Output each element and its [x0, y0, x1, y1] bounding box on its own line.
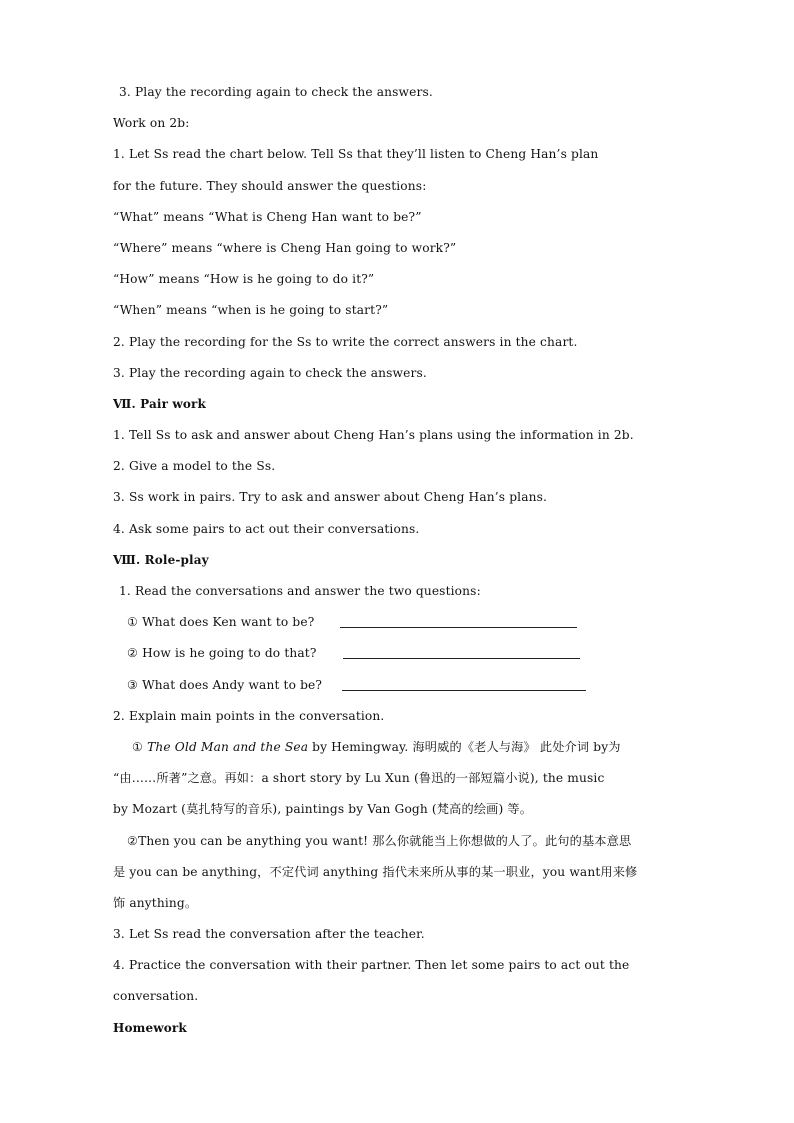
section-label: Work on 2b: — [113, 116, 190, 131]
question-text: ③ What does Andy want to be? — [127, 677, 323, 692]
section-heading-role-play: Ⅷ. Role-play — [113, 552, 209, 567]
explanation-number: ① — [132, 739, 148, 754]
explanation-line: 是 you can be anything，不定代词 anything 指代未来所从事的某一职业，you want用来修 — [113, 864, 638, 879]
question-text: “When” means “when is he going to start?” — [113, 303, 389, 318]
question-text: ① What does Ken want to be? — [127, 615, 315, 630]
explanation-line: ②Then you can be anything you want! 那么你就能当上你想做的人了。此句的基本意思 — [127, 833, 632, 848]
explanation-line — [113, 735, 683, 766]
step-text: 4. Practice the conversation with their partner. Then let some pairs to act out the — [113, 958, 630, 973]
step-text: 3. Let Ss read the conversation after the teacher. — [113, 927, 425, 942]
section-heading-homework: Homework — [113, 1020, 187, 1035]
explanation-line: 饰 anything。 — [113, 895, 198, 910]
answer-blank[interactable] — [343, 644, 580, 659]
step-text: for the future. They should answer the questions: — [113, 178, 427, 193]
question-row — [113, 641, 683, 672]
question-text: “How” means “How is he going to do it?” — [113, 272, 375, 287]
step-text: 3. Ss work in pairs. Try to ask and answer about Cheng Han’s plans. — [113, 490, 548, 505]
question-text: “Where” means “where is Cheng Han going to work?” — [113, 240, 457, 255]
section-heading-pair-work: Ⅶ. Pair work — [113, 396, 206, 411]
step-text: 3. Play the recording again to check the answers. — [113, 365, 427, 380]
step-text: 1. Let Ss read the chart below. Tell Ss that they’ll listen to Cheng Han’s plan — [113, 147, 599, 162]
step-text: 2. Play the recording for the Ss to write the correct answers in the chart. — [113, 334, 578, 349]
document-page — [113, 80, 683, 1047]
explanation-line: by Mozart (莫扎特写的音乐), paintings by Van Gogh (梵高的绘画) 等。 — [113, 802, 533, 817]
question-row — [113, 673, 683, 704]
step-text: 3. Play the recording again to check the answers. — [119, 85, 433, 99]
step-text: 4. Ask some pairs to act out their conversations. — [113, 521, 420, 536]
question-text: “What” means “What is Cheng Han want to be?” — [113, 209, 422, 224]
question-row — [113, 610, 683, 641]
answer-blank[interactable] — [340, 613, 577, 628]
answer-blank[interactable] — [342, 676, 586, 691]
step-text: 2. Give a model to the Ss. — [113, 459, 276, 474]
step-text: 1. Tell Ss to ask and answer about Cheng Han’s plans using the information in 2b. — [113, 428, 634, 443]
step-text: 1. Read the conversations and answer the two questions: — [119, 584, 481, 598]
question-text: ② How is he going to do that? — [127, 646, 317, 661]
book-title: The Old Man and the Sea — [147, 739, 309, 754]
step-text: 2. Explain main points in the conversation. — [113, 708, 385, 723]
explanation-line: “由……所著”之意。再如：a short story by Lu Xun (鲁迅的一部短篇小说), the music — [113, 771, 605, 786]
step-text: conversation. — [113, 989, 199, 1004]
explanation-text: by Hemingway. 海明威的《老人与海》 此处介词 by为 — [308, 739, 621, 754]
